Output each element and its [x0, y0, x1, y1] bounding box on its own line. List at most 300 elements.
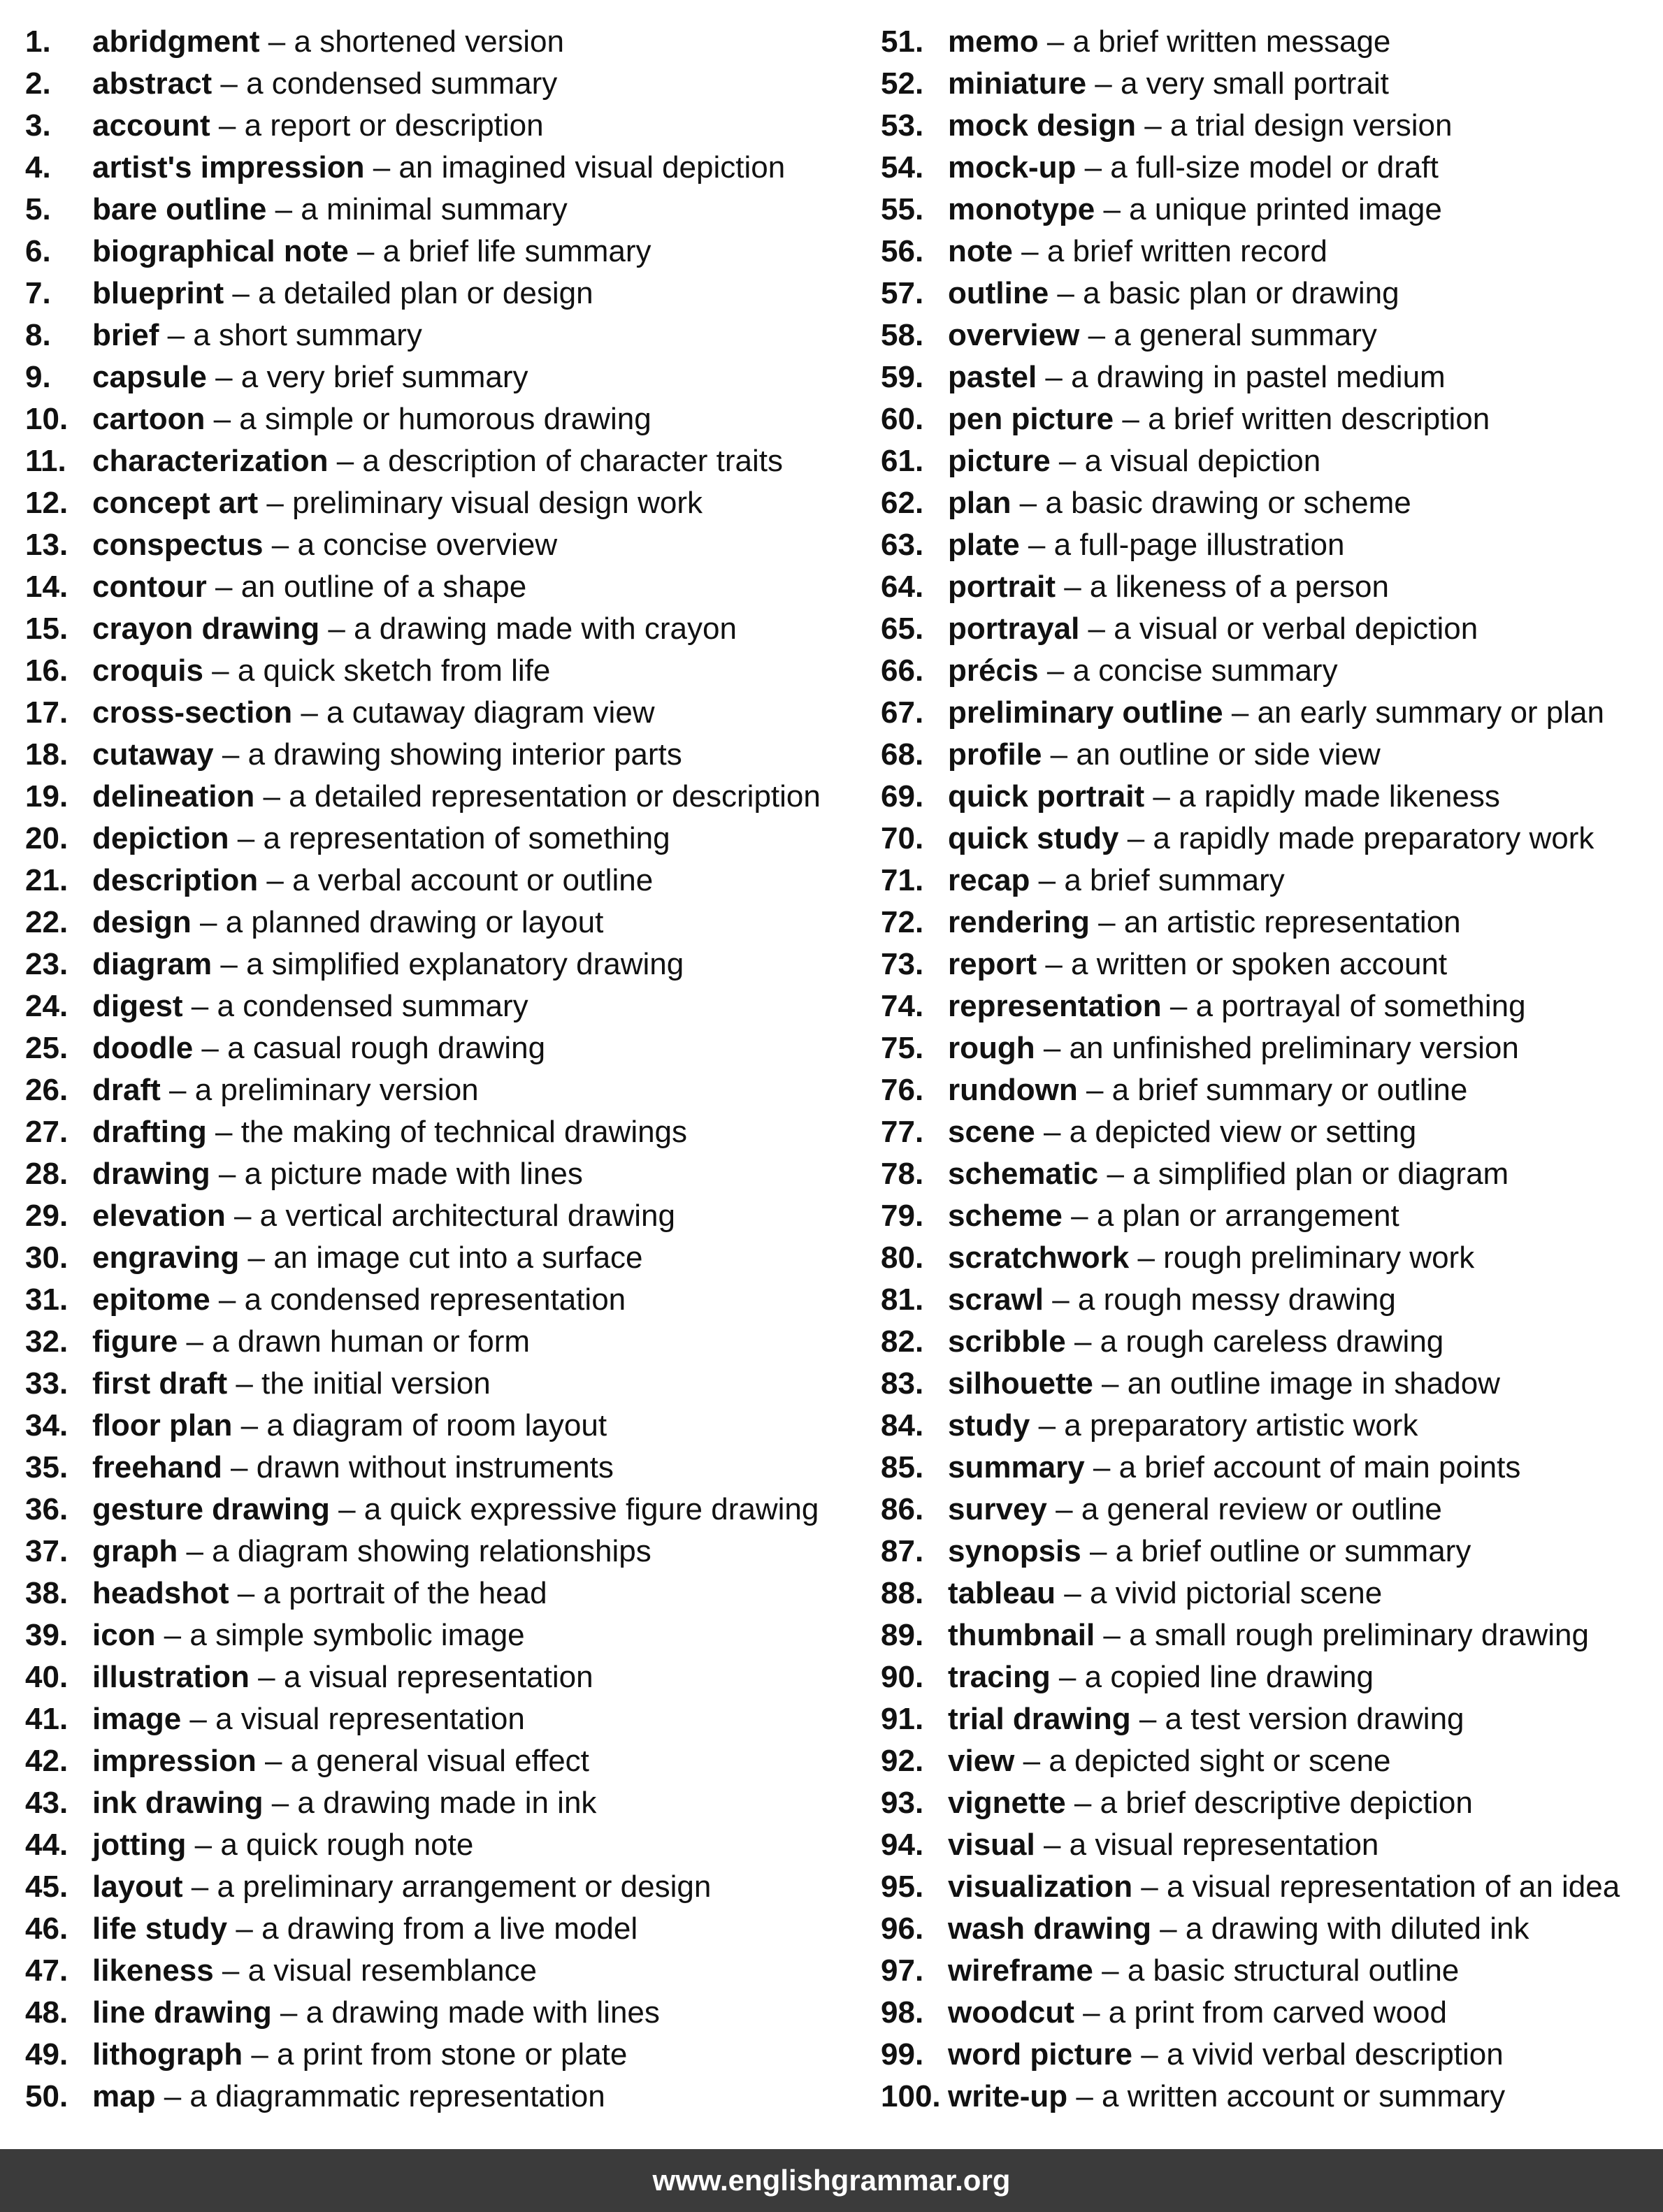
item-number: 53. — [881, 108, 924, 143]
item-separator: – — [1035, 1828, 1070, 1862]
item-number: 85. — [881, 1450, 924, 1484]
item-term: tracing — [948, 1660, 1051, 1694]
list-item — [881, 21, 1657, 63]
item-definition: a simple symbolic image — [189, 1618, 525, 1652]
item-separator: – — [1030, 1408, 1065, 1443]
item-separator: – — [181, 1702, 216, 1736]
item-number: 66. — [881, 653, 924, 688]
item-separator: – — [1065, 1324, 1100, 1359]
item-term: diagram — [92, 947, 213, 981]
item-term: draft — [92, 1073, 161, 1107]
item-term: life study — [92, 1911, 228, 1946]
item-definition: a report or description — [244, 108, 544, 143]
item-separator: – — [1079, 612, 1114, 646]
item-term: plan — [948, 486, 1012, 520]
item-definition: a rough careless drawing — [1100, 1324, 1444, 1359]
list-item — [25, 734, 850, 776]
item-number: 33. — [25, 1366, 69, 1401]
list-item — [881, 985, 1657, 1027]
item-number: 18. — [25, 737, 69, 772]
item-separator: – — [205, 402, 240, 436]
item-separator: – — [182, 989, 217, 1023]
item-term: line drawing — [92, 1995, 272, 2030]
item-definition: a verbal account or outline — [292, 863, 654, 897]
item-separator: – — [1084, 1450, 1119, 1484]
item-term: floor plan — [92, 1408, 233, 1443]
item-number: 27. — [25, 1115, 69, 1149]
item-definition: a diagrammatic representation — [189, 2079, 605, 2113]
item-definition: a condensed summary — [217, 989, 528, 1023]
footer-bar — [0, 2149, 1663, 2212]
item-term: profile — [948, 737, 1042, 772]
item-term: blueprint — [92, 276, 224, 310]
list-item — [881, 1698, 1657, 1740]
item-term: depiction — [92, 821, 229, 855]
item-separator: – — [1012, 234, 1047, 268]
item-definition: a written or spoken account — [1071, 947, 1448, 981]
item-definition: a basic drawing or scheme — [1045, 486, 1411, 520]
item-separator: – — [222, 1450, 257, 1484]
item-separator: – — [227, 1911, 262, 1946]
item-definition: a condensed summary — [246, 66, 558, 101]
item-separator: – — [364, 150, 399, 185]
item-number: 73. — [881, 947, 924, 981]
item-number: 90. — [881, 1660, 924, 1694]
item-separator: – — [1098, 1157, 1133, 1191]
item-definition: a basic plan or drawing — [1083, 276, 1399, 310]
item-separator: – — [178, 1534, 213, 1568]
list-item — [881, 524, 1657, 566]
item-separator: – — [1079, 318, 1114, 352]
list-item — [881, 692, 1657, 734]
item-separator: – — [212, 66, 247, 101]
item-number: 20. — [25, 821, 69, 855]
item-separator: – — [227, 1366, 262, 1401]
list-item — [881, 1824, 1657, 1866]
item-term: plate — [948, 528, 1020, 562]
item-number: 46. — [25, 1911, 69, 1946]
item-term: biographical note — [92, 234, 349, 268]
item-separator: – — [1038, 24, 1073, 59]
list-item — [881, 1153, 1657, 1195]
item-separator: – — [1056, 1576, 1090, 1610]
item-definition: a preparatory artistic work — [1064, 1408, 1418, 1443]
item-term: woodcut — [948, 1995, 1074, 2030]
item-term: abstract — [92, 66, 213, 101]
item-term: drafting — [92, 1115, 207, 1149]
footer-url: www.englishgrammar.org — [652, 2164, 1011, 2197]
item-separator: – — [1161, 989, 1196, 1023]
item-number: 94. — [881, 1828, 924, 1862]
item-separator: – — [1132, 1870, 1167, 1904]
item-number: 7. — [25, 276, 51, 310]
list-item — [25, 566, 850, 608]
item-term: mock-up — [948, 150, 1077, 185]
item-number: 47. — [25, 1953, 69, 1988]
item-definition: a copied line drawing — [1084, 1660, 1374, 1694]
item-number: 58. — [881, 318, 924, 352]
list-item — [881, 608, 1657, 650]
item-number: 51. — [881, 24, 924, 59]
item-definition: a small rough preliminary drawing — [1129, 1618, 1589, 1652]
item-number: 89. — [881, 1618, 924, 1652]
item-number: 93. — [881, 1786, 924, 1820]
list-item — [25, 105, 850, 147]
item-definition: a full-size model or draft — [1110, 150, 1439, 185]
item-definition: a drawn human or form — [212, 1324, 531, 1359]
item-definition: a casual rough drawing — [227, 1031, 546, 1065]
list-item — [25, 1321, 850, 1363]
item-definition: a vivid verbal description — [1166, 2037, 1504, 2072]
item-term: conspectus — [92, 528, 264, 562]
item-definition: a very brief summary — [240, 360, 528, 394]
item-term: scratchwork — [948, 1241, 1130, 1275]
item-number: 60. — [881, 402, 924, 436]
list-item — [881, 356, 1657, 398]
item-number: 98. — [881, 1995, 924, 2030]
item-definition: a print from carved wood — [1108, 1995, 1447, 2030]
item-definition: a visual representation of an idea — [1167, 1870, 1620, 1904]
item-number: 45. — [25, 1870, 69, 1904]
item-term: word picture — [948, 2037, 1133, 2072]
item-definition: a visual representation — [215, 1702, 525, 1736]
item-number: 96. — [881, 1911, 924, 1946]
list-item — [881, 1866, 1657, 1908]
item-number: 59. — [881, 360, 924, 394]
item-term: quick portrait — [948, 779, 1145, 814]
list-item — [25, 1069, 850, 1111]
list-item — [881, 1027, 1657, 1069]
list-item — [25, 356, 850, 398]
item-term: lithograph — [92, 2037, 243, 2072]
item-separator: – — [348, 234, 383, 268]
item-separator: – — [1093, 1953, 1128, 1988]
item-separator: – — [160, 1073, 195, 1107]
item-definition: a shortened version — [294, 24, 564, 59]
item-separator: – — [210, 108, 245, 143]
item-term: view — [948, 1744, 1015, 1778]
list-item — [25, 398, 850, 440]
item-term: jotting — [92, 1828, 187, 1862]
item-separator: – — [329, 1492, 364, 1526]
word-list-column-right — [881, 21, 1657, 2118]
item-number: 71. — [881, 863, 924, 897]
item-term: vignette — [948, 1786, 1066, 1820]
word-list-column-left — [25, 21, 850, 2118]
item-number: 24. — [25, 989, 69, 1023]
item-separator: – — [1050, 444, 1085, 478]
item-number: 83. — [881, 1366, 924, 1401]
item-term: silhouette — [948, 1366, 1093, 1401]
item-term: pastel — [948, 360, 1037, 394]
list-item — [25, 1111, 850, 1153]
list-item — [881, 902, 1657, 944]
item-separator: – — [1135, 108, 1170, 143]
item-term: preliminary outline — [948, 695, 1223, 730]
list-item — [881, 231, 1657, 273]
item-definition: a detailed plan or design — [258, 276, 593, 310]
item-number: 62. — [881, 486, 924, 520]
item-definition: a brief written description — [1148, 402, 1490, 436]
list-item — [881, 189, 1657, 231]
item-separator: – — [1067, 2079, 1102, 2113]
item-definition: a written account or summary — [1102, 2079, 1506, 2113]
item-definition: a picture made with lines — [244, 1157, 583, 1191]
list-item — [25, 692, 850, 734]
item-term: wash drawing — [948, 1911, 1151, 1946]
item-number: 65. — [881, 612, 924, 646]
item-definition: a simplified explanatory drawing — [246, 947, 684, 981]
list-item — [881, 1447, 1657, 1489]
item-number: 72. — [881, 905, 924, 939]
list-item — [25, 189, 850, 231]
item-number: 11. — [25, 444, 66, 478]
item-definition: a condensed representation — [244, 1282, 626, 1317]
item-term: elevation — [92, 1199, 226, 1233]
list-item — [25, 985, 850, 1027]
item-number: 26. — [25, 1073, 69, 1107]
item-number: 35. — [25, 1450, 69, 1484]
item-definition: a drawing made with crayon — [354, 612, 737, 646]
item-term: mock design — [948, 108, 1136, 143]
list-item — [881, 105, 1657, 147]
list-item — [25, 63, 850, 105]
item-separator: – — [1037, 947, 1072, 981]
list-item — [25, 1740, 850, 1782]
item-term: impression — [92, 1744, 257, 1778]
item-term: scheme — [948, 1199, 1063, 1233]
item-definition: a drawing showing interior parts — [247, 737, 682, 772]
item-separator: – — [1093, 1366, 1128, 1401]
item-separator: – — [259, 24, 294, 59]
item-definition: a likeness of a person — [1089, 570, 1389, 604]
item-definition: a description of character traits — [362, 444, 783, 478]
item-term: miniature — [948, 66, 1087, 101]
item-definition: rough preliminary work — [1163, 1241, 1475, 1275]
item-number: 57. — [881, 276, 924, 310]
list-item — [25, 147, 850, 189]
item-number: 41. — [25, 1702, 69, 1736]
item-separator: – — [191, 905, 226, 939]
item-definition: a general visual effect — [290, 1744, 589, 1778]
item-number: 9. — [25, 360, 51, 394]
item-term: digest — [92, 989, 183, 1023]
item-term: account — [92, 108, 210, 143]
item-number: 31. — [25, 1282, 69, 1317]
item-separator: – — [1011, 486, 1046, 520]
list-item — [25, 2034, 850, 2076]
item-definition: a cutaway diagram view — [326, 695, 655, 730]
item-definition: a brief descriptive depiction — [1100, 1786, 1473, 1820]
item-definition: a rapidly made preparatory work — [1153, 821, 1594, 855]
list-item — [881, 1740, 1657, 1782]
item-definition: a brief outline or summary — [1115, 1534, 1471, 1568]
item-term: crayon drawing — [92, 612, 320, 646]
item-separator: – — [249, 1660, 284, 1694]
list-item — [881, 2034, 1657, 2076]
item-separator: – — [1065, 1786, 1100, 1820]
list-item — [25, 21, 850, 63]
item-number: 68. — [881, 737, 924, 772]
item-term: recap — [948, 863, 1030, 897]
item-separator: – — [229, 821, 264, 855]
item-term: representation — [948, 989, 1162, 1023]
item-number: 38. — [25, 1576, 69, 1610]
item-definition: a full-page illustration — [1053, 528, 1345, 562]
item-separator: – — [319, 612, 354, 646]
list-item — [25, 818, 850, 860]
item-separator: – — [210, 1282, 245, 1317]
item-definition: an early summary or plan — [1257, 695, 1604, 730]
item-separator: – — [1114, 402, 1149, 436]
item-separator: – — [1056, 570, 1090, 604]
item-term: brief — [92, 318, 159, 352]
item-definition: a brief summary — [1064, 863, 1285, 897]
item-number: 79. — [881, 1199, 924, 1233]
item-number: 39. — [25, 1618, 69, 1652]
item-term: freehand — [92, 1450, 222, 1484]
item-separator: – — [1030, 863, 1065, 897]
item-separator: – — [1074, 1995, 1109, 2030]
item-separator: – — [1076, 150, 1111, 185]
list-item — [25, 1908, 850, 1950]
item-separator: – — [1042, 737, 1077, 772]
item-number: 56. — [881, 234, 924, 268]
item-number: 67. — [881, 695, 924, 730]
item-term: ink drawing — [92, 1786, 264, 1820]
item-term: abridgment — [92, 24, 260, 59]
item-separator: – — [1035, 1115, 1070, 1149]
item-separator: – — [256, 1744, 291, 1778]
item-definition: a minimal summary — [301, 192, 568, 226]
list-item — [25, 315, 850, 356]
item-term: portrait — [948, 570, 1056, 604]
item-separator: – — [243, 2037, 278, 2072]
item-definition: a brief written record — [1046, 234, 1327, 268]
list-item — [881, 315, 1657, 356]
item-definition: a planned drawing or layout — [225, 905, 604, 939]
item-separator: – — [1043, 1282, 1078, 1317]
item-term: note — [948, 234, 1013, 268]
item-term: write-up — [948, 2079, 1068, 2113]
item-separator: – — [254, 779, 289, 814]
item-number: 42. — [25, 1744, 69, 1778]
item-number: 87. — [881, 1534, 924, 1568]
item-number: 69. — [881, 779, 924, 814]
item-term: headshot — [92, 1576, 229, 1610]
item-term: layout — [92, 1870, 183, 1904]
item-separator: – — [263, 528, 298, 562]
list-item — [25, 902, 850, 944]
item-separator: – — [292, 695, 327, 730]
item-number: 37. — [25, 1534, 69, 1568]
item-separator: – — [258, 863, 293, 897]
item-term: rendering — [948, 905, 1090, 939]
list-item — [881, 1069, 1657, 1111]
item-number: 44. — [25, 1828, 69, 1862]
item-definition: a print from stone or plate — [277, 2037, 628, 2072]
item-definition: an image cut into a surface — [273, 1241, 643, 1275]
item-term: contour — [92, 570, 207, 604]
item-definition: an outline of a shape — [240, 570, 527, 604]
item-term: scene — [948, 1115, 1035, 1149]
item-number: 13. — [25, 528, 69, 562]
list-item — [881, 147, 1657, 189]
item-definition: a depicted sight or scene — [1049, 1744, 1391, 1778]
item-number: 19. — [25, 779, 69, 814]
item-separator: – — [1095, 1618, 1130, 1652]
item-separator: – — [178, 1324, 213, 1359]
item-term: design — [92, 905, 192, 939]
item-separator: – — [1130, 1702, 1165, 1736]
item-number: 12. — [25, 486, 69, 520]
list-item — [881, 1656, 1657, 1698]
item-separator: – — [263, 1786, 298, 1820]
item-term: drawing — [92, 1157, 210, 1191]
item-number: 84. — [881, 1408, 924, 1443]
item-number: 34. — [25, 1408, 69, 1443]
list-item — [25, 1195, 850, 1237]
item-number: 63. — [881, 528, 924, 562]
item-number: 32. — [25, 1324, 69, 1359]
item-definition: a visual resemblance — [247, 1953, 537, 1988]
item-separator: – — [1062, 1199, 1097, 1233]
item-separator: – — [1035, 1031, 1070, 1065]
item-definition: a drawing with diluted ink — [1185, 1911, 1529, 1946]
item-definition: a trial design version — [1169, 108, 1453, 143]
item-separator: – — [271, 1995, 306, 2030]
list-item — [25, 1027, 850, 1069]
list-item — [25, 440, 850, 482]
list-item — [881, 1279, 1657, 1321]
item-definition: a drawing in pastel medium — [1071, 360, 1446, 394]
item-separator: – — [1049, 276, 1084, 310]
list-item — [881, 650, 1657, 692]
item-separator: – — [213, 1953, 248, 1988]
item-separator: – — [1086, 66, 1121, 101]
item-number: 28. — [25, 1157, 69, 1191]
item-definition: a rapidly made likeness — [1179, 779, 1500, 814]
item-term: picture — [948, 444, 1051, 478]
item-term: likeness — [92, 1953, 214, 1988]
list-item — [25, 1866, 850, 1908]
list-item — [881, 63, 1657, 105]
list-item — [25, 1405, 850, 1447]
item-definition: a brief summary or outline — [1111, 1073, 1468, 1107]
list-item — [25, 1992, 850, 2034]
item-separator: – — [213, 737, 248, 772]
item-separator: – — [1038, 653, 1073, 688]
item-number: 43. — [25, 1786, 69, 1820]
item-number: 92. — [881, 1744, 924, 1778]
item-number: 10. — [25, 402, 69, 436]
item-number: 3. — [25, 108, 51, 143]
item-definition: a quick expressive figure drawing — [363, 1492, 819, 1526]
list-item — [25, 650, 850, 692]
item-definition: drawn without instruments — [256, 1450, 614, 1484]
list-item — [881, 734, 1657, 776]
item-term: cutaway — [92, 737, 214, 772]
item-term: trial drawing — [948, 1702, 1131, 1736]
item-term: capsule — [92, 360, 207, 394]
item-number: 86. — [881, 1492, 924, 1526]
item-term: précis — [948, 653, 1039, 688]
list-item — [881, 818, 1657, 860]
list-item — [881, 1950, 1657, 1992]
item-number: 76. — [881, 1073, 924, 1107]
item-term: visualization — [948, 1870, 1133, 1904]
item-definition: a diagram of room layout — [266, 1408, 607, 1443]
